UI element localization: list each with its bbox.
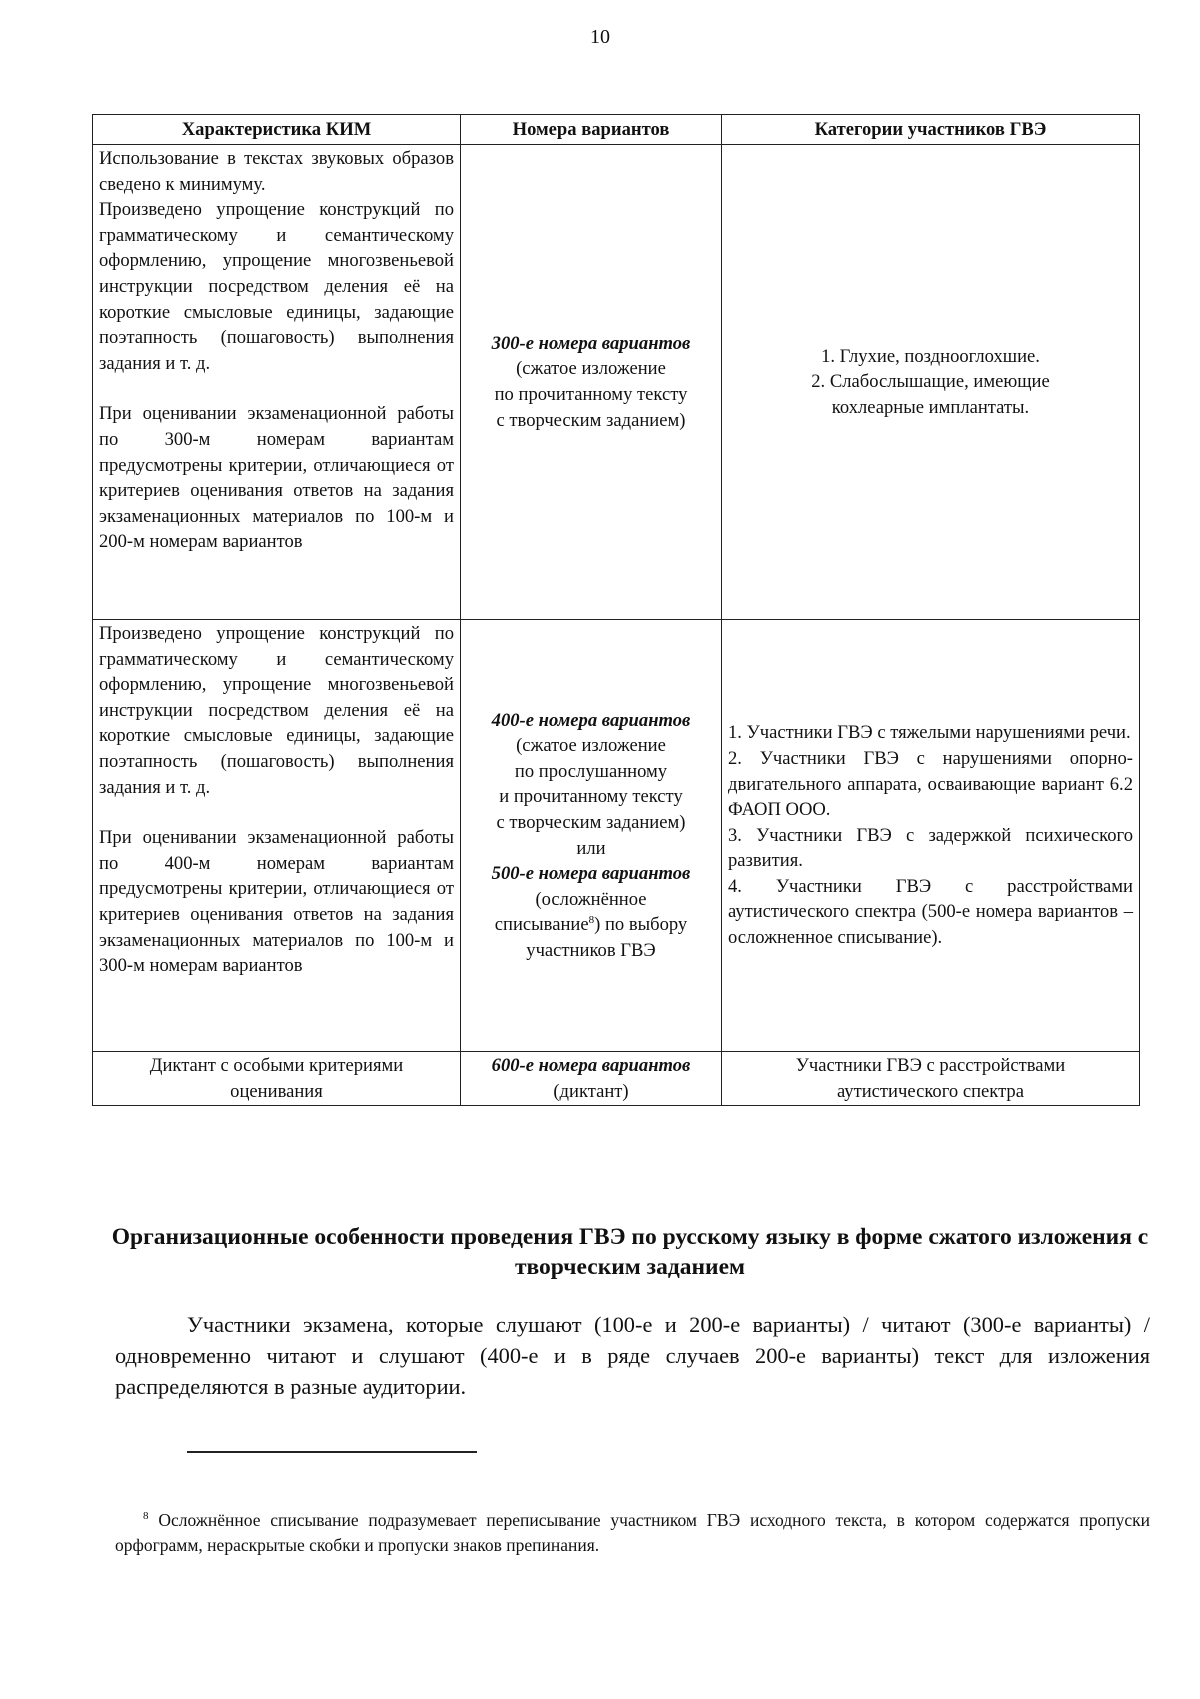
variant-description: по прослушанному	[514, 760, 668, 782]
variant-or: или	[576, 837, 606, 859]
kim-characteristic-cell	[93, 1052, 461, 1106]
variant-description-part: ) по выбору	[594, 914, 688, 936]
table-header-row	[93, 115, 1140, 145]
category-item: 3. Участники ГВЭ с задержкой психического развития.	[728, 824, 1133, 872]
footnote-reference: 8	[588, 914, 595, 927]
variant-description: (осложнённое	[535, 888, 647, 910]
variant-description	[467, 912, 715, 938]
variant-description: (сжатое изложение	[516, 358, 666, 380]
participant-categories-cell	[722, 1052, 1140, 1106]
kim-table	[92, 114, 1140, 1106]
table-row	[93, 620, 1140, 1052]
variant-numbers-cell	[461, 620, 722, 1052]
table-row	[93, 145, 1140, 620]
footnote-separator	[187, 1451, 477, 1453]
header-participant-categories: Категории участников ГВЭ	[722, 115, 1140, 145]
variant-title: 600-е номера вариантов	[491, 1055, 691, 1076]
category-text: Участники ГВЭ с расстройствами	[795, 1055, 1066, 1076]
body-paragraph: Участники экзамена, которые слушают (100-е и 200-е варианты) / читают (300-е варианты) / одновременно читают и слушают (400-е и в ряде случаев 200-е варианты) текст для изложения распределяются в разные аудитории.	[115, 1312, 1150, 1399]
characteristic-paragraph: При оценивании экзаменационной работы по 400-м номерам вариантам предусмотрены критерии, отличающиеся от критериев оценивания ответов на задания экзаменационных материалов по 100-м и 300-м номерам вариантов	[99, 827, 454, 977]
variant-description-part: списывание	[494, 914, 589, 936]
participant-categories-cell	[722, 145, 1140, 620]
category-item: 2. Участники ГВЭ с нарушениями опорно-двигательного аппарата, осваивающие вариант 6.2 ФАОП ООО.	[728, 747, 1133, 821]
variant-description: и прочитанному тексту	[499, 786, 683, 808]
header-kim-characteristic: Характеристика КИМ	[93, 115, 461, 145]
category-item: 2. Слабослышащие, имеющие	[811, 371, 1050, 393]
variant-description: (сжатое изложение	[516, 735, 666, 757]
variant-description: участников ГВЭ	[526, 939, 656, 961]
variant-description: с творческим заданием)	[496, 409, 686, 431]
kim-characteristic-cell	[93, 145, 461, 620]
footnote	[115, 1508, 1150, 1558]
characteristic-text: оценивания	[230, 1080, 323, 1102]
footnote-text: Осложнённое списывание подразумевает переписывание участником ГВЭ исходного текста, в котором содержатся пропуски орфограмм, нераскрытые скобки и пропуски знаков препинания.	[115, 1510, 1151, 1555]
characteristic-paragraph: При оценивании экзаменационной работы по 300-м номерам вариантам предусмотрены критерии, отличающиеся от критериев оценивания ответов на задания экзаменационных материалов по 100-м и 200-м номерам вариантов	[99, 403, 454, 553]
category-text: аутистического спектра	[837, 1080, 1024, 1102]
variant-numbers-cell	[461, 1052, 722, 1106]
kim-characteristic-cell	[93, 620, 461, 1052]
variant-description: с творческим заданием)	[496, 811, 686, 833]
characteristic-paragraph: Произведено упрощение конструкций по грамматическому и семантическому оформлению, упрощение многозвеньевой инструкции посредством деления её на короткие смысловые единицы, задающие поэтапность (пошаговость) выполнения задания и т. д.	[99, 623, 454, 798]
characteristic-text: Диктант с особыми критериями	[149, 1055, 404, 1076]
category-item: 4. Участники ГВЭ с расстройствами аутистического спектра (500-е номера вариантов – осложненное списывание).	[728, 875, 1133, 949]
section-heading: Организационные особенности проведения ГВЭ по русскому языку в форме сжатого изложения с творческим заданием	[111, 1224, 1149, 1280]
variant-description: по прочитанному тексту	[494, 384, 688, 405]
variant-description: (диктант)	[553, 1080, 629, 1102]
variant-numbers-cell	[461, 145, 722, 620]
characteristic-paragraph: Произведено упрощение конструкций по грамматическому и семантическому оформлению, упрощение многозвеньевой инструкции посредством деления её на короткие смысловые единицы, задающие поэтапность (пошаговость) выполнения задания и т. д.	[99, 199, 454, 374]
characteristic-paragraph: Использование в текстах звуковых образов сведено к минимуму.	[99, 148, 454, 195]
variant-title: 300-е номера вариантов	[491, 332, 691, 354]
header-variant-numbers: Номера вариантов	[461, 115, 722, 145]
category-item: 1. Глухие, позднооглохшие.	[821, 345, 1040, 367]
variant-title: 400-е номера вариантов	[491, 709, 691, 731]
variant-title: 500-е номера вариантов	[491, 863, 691, 885]
page-number: 10	[590, 26, 610, 48]
participant-categories-cell	[722, 620, 1140, 1052]
footnote-marker: 8	[143, 1510, 149, 1523]
category-item: кохлеарные имплантаты.	[831, 396, 1030, 418]
table-row	[93, 1052, 1140, 1106]
category-item: 1. Участники ГВЭ с тяжелыми нарушениями речи.	[728, 722, 1131, 744]
